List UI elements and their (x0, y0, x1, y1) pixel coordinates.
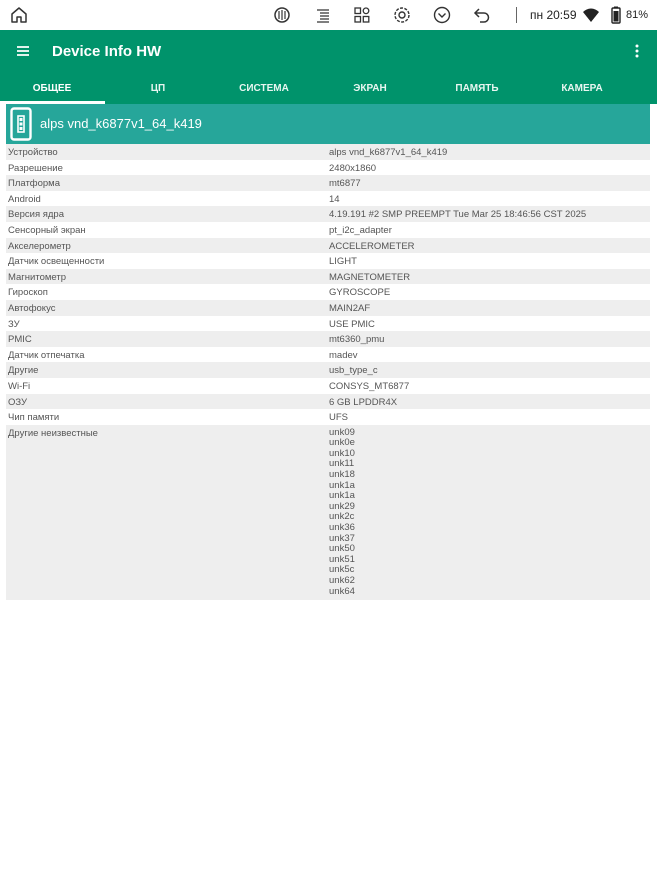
device-header (6, 104, 650, 144)
table-row (6, 222, 650, 238)
row-key: Датчик отпечатка (8, 349, 85, 361)
battery-percent: 81% (626, 9, 649, 21)
table-row (6, 191, 650, 207)
unknown-item: unk5c (329, 564, 355, 576)
row-value: 14 (329, 193, 340, 205)
table-row (6, 394, 650, 410)
dropdown-circle-icon[interactable] (432, 5, 452, 25)
unknown-item: unk62 (329, 575, 355, 586)
row-value: MAIN2AF (329, 302, 371, 314)
row-key: Автофокус (8, 302, 56, 314)
tab-general[interactable]: ОБЩЕЕ (32, 83, 72, 94)
table-row (6, 316, 650, 332)
row-key: Гироскоп (8, 287, 48, 299)
row-key: Магнитометр (8, 271, 66, 283)
tab-memory[interactable]: ПАМЯТЬ (455, 83, 499, 94)
row-value: USE PMIC (329, 318, 375, 330)
tab-bar (0, 74, 657, 104)
row-key: ЗУ (8, 318, 20, 330)
table-row (6, 362, 650, 378)
row-key: Чип памяти (8, 412, 60, 424)
more-options-icon[interactable] (628, 41, 646, 61)
device-name: alps vnd_k6877v1_64_k419 (40, 116, 202, 131)
row-value: CONSYS_MT6877 (329, 380, 410, 392)
row-key: Устройство (8, 147, 58, 158)
unknown-item: unk11 (329, 458, 355, 470)
row-value: GYROSCOPE (329, 287, 391, 299)
unknown-devices-row (6, 425, 650, 600)
row-key: Другие (8, 365, 39, 377)
row-key: PMIC (8, 334, 32, 346)
unknown-item: unk64 (329, 585, 355, 597)
row-key: Датчик освещенности (8, 256, 105, 268)
wifi-icon (581, 5, 601, 25)
unknown-item: unk2c (329, 511, 355, 523)
status-separator (516, 7, 517, 23)
row-value: madev (329, 349, 358, 361)
table-row (6, 160, 650, 176)
row-value: mt6877 (329, 178, 361, 190)
info-table (6, 144, 650, 600)
row-value: 6 GB LPDDR4X (329, 396, 398, 408)
row-value: 4.19.191 #2 SMP PREEMPT Tue Mar 25 18:46:56 CST 2025 (329, 209, 587, 221)
row-value: MAGNETOMETER (329, 271, 411, 283)
row-key: Android (8, 193, 41, 205)
home-icon[interactable] (9, 5, 29, 25)
row-value: UFS (329, 412, 348, 424)
tab-screen[interactable]: ЭКРАН (353, 83, 387, 94)
unknown-item: unk18 (329, 469, 355, 481)
status-time: пн 20:59 (530, 8, 577, 22)
row-key: Версия ядра (8, 209, 64, 221)
table-row (6, 144, 650, 160)
grid-icon[interactable] (352, 5, 372, 25)
list-icon[interactable] (313, 5, 333, 25)
row-value: LIGHT (329, 256, 357, 268)
table-row (6, 347, 650, 363)
row-value: ACCELEROMETER (329, 240, 415, 252)
unknown-item: unk29 (329, 500, 355, 512)
unknown-item: unk0e (329, 437, 355, 449)
app-bar (0, 30, 657, 104)
row-key: Акселерометр (8, 240, 71, 252)
unknown-list (329, 428, 355, 598)
row-key: Разрешение (8, 162, 63, 174)
unknown-item: unk37 (329, 532, 355, 544)
table-row (6, 253, 650, 269)
unknown-item: unk36 (329, 522, 355, 534)
table-row (6, 284, 650, 300)
unknown-item: unk1a (329, 479, 355, 491)
table-row (6, 269, 650, 285)
back-icon[interactable] (472, 5, 492, 25)
battery-icon (609, 5, 623, 25)
row-value: mt6360_pmu (329, 334, 385, 346)
row-value: alps vnd_k6877v1_64_k419 (329, 147, 448, 158)
menu-icon[interactable] (13, 41, 33, 61)
table-row (6, 238, 650, 254)
row-key: Другие неизвестные (8, 427, 98, 439)
tab-camera[interactable]: КАМЕРА (561, 83, 603, 94)
table-row (6, 378, 650, 394)
tab-system[interactable]: СИСТЕМА (239, 83, 289, 94)
row-value: pt_i2c_adapter (329, 224, 392, 236)
row-key: Сенсорный экран (8, 224, 86, 236)
unknown-item: unk50 (329, 543, 355, 555)
settings-icon[interactable] (392, 5, 412, 25)
unknown-item: unk1a (329, 490, 355, 502)
table-row (6, 331, 650, 347)
row-key: Wi-Fi (8, 380, 31, 392)
table-row (6, 175, 650, 191)
unknown-item: unk09 (329, 426, 355, 438)
table-row (6, 206, 650, 222)
row-key: Платформа (8, 178, 60, 190)
phone-icon (10, 107, 32, 141)
tab-cpu[interactable]: ЦП (150, 83, 166, 94)
app-icon[interactable] (272, 5, 292, 25)
unknown-item: unk10 (329, 447, 355, 459)
row-key: ОЗУ (8, 396, 28, 408)
table-row (6, 300, 650, 316)
table-row (6, 409, 650, 425)
app-title: Device Info HW (52, 43, 162, 60)
row-value: 2480x1860 (329, 162, 377, 174)
row-value: usb_type_c (329, 365, 378, 377)
status-bar (0, 0, 657, 30)
unknown-item: unk51 (329, 553, 355, 565)
